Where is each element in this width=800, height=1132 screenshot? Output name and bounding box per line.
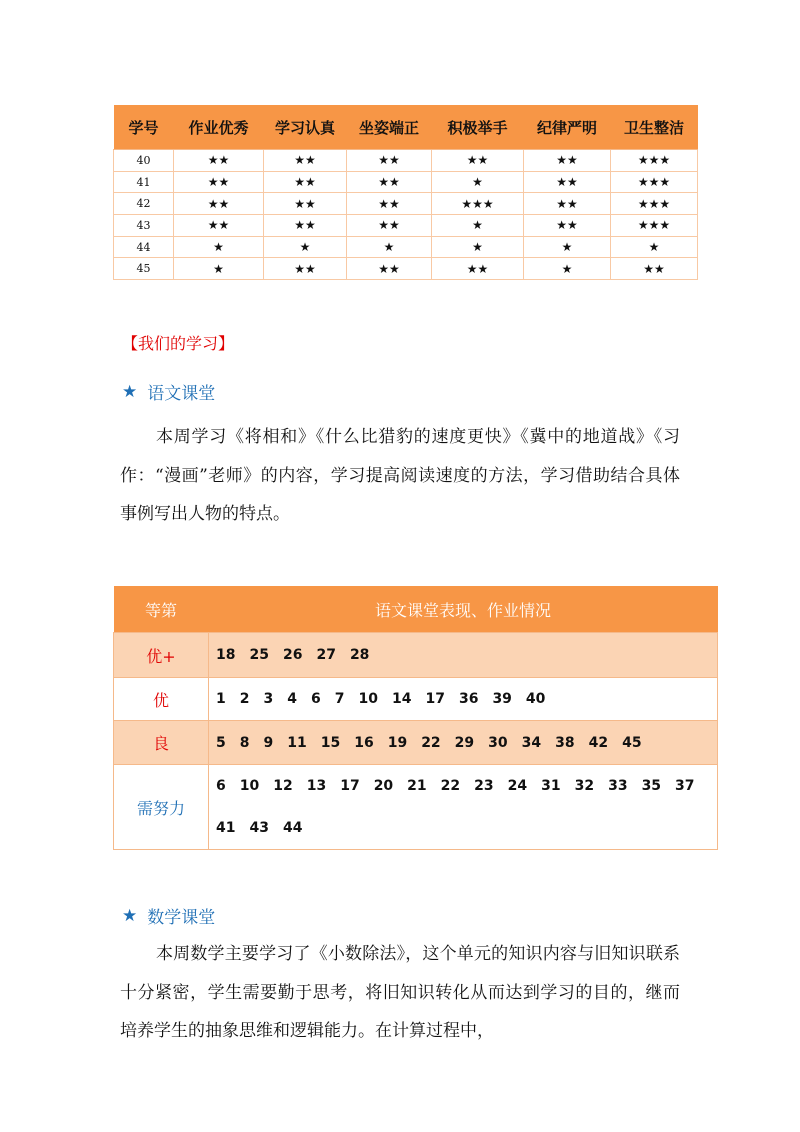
student-number: 26 — [282, 647, 303, 663]
student-number: 8 — [239, 734, 250, 751]
grade-label: 优 — [114, 678, 209, 721]
star-rating-cell: ★ — [432, 236, 524, 258]
student-number: 29 — [454, 734, 475, 751]
student-number: 11 — [287, 734, 307, 751]
student-id-cell: 42 — [114, 193, 174, 215]
student-id-cell: 43 — [114, 215, 174, 237]
star-icon: ★ — [122, 905, 138, 926]
student-number: 2 — [239, 691, 250, 707]
star-rating-cell: ★★★ — [432, 193, 524, 215]
star-rating-cell: ★★ — [524, 171, 611, 193]
student-number: 10 — [358, 691, 378, 707]
section-title: 【我们的学习】 — [122, 334, 235, 353]
student-number: 43 — [249, 820, 269, 836]
student-number: 37 — [675, 778, 695, 794]
star-rating-cell: ★★ — [264, 193, 347, 215]
grade-numbers — [209, 765, 718, 850]
star-rating-cell: ★ — [524, 258, 611, 280]
student-number: 19 — [387, 734, 408, 751]
student-number: 4 — [287, 691, 297, 707]
math-paragraph: 本周数学主要学习了《小数除法》，这个单元的知识内容与旧知识联系十分紧密，学生需要勤于思考，将旧知识转化从而达到学习的目的，继而培养学生的抽象思维和逻辑能力。在计算过程中， — [120, 944, 680, 1041]
student-number: 13 — [306, 778, 327, 794]
star-rating-cell: ★★ — [432, 258, 524, 280]
student-number: 15 — [320, 734, 341, 751]
grade-header-description: 语文课堂表现、作业情况 — [209, 586, 718, 633]
student-id-cell: 45 — [114, 258, 174, 280]
star-rating-cell: ★★ — [264, 258, 347, 280]
student-number: 23 — [474, 778, 494, 794]
star-rating-cell: ★★ — [174, 193, 264, 215]
grade-row-excellent — [114, 678, 718, 721]
star-rating-cell: ★ — [432, 215, 524, 237]
student-number: 30 — [488, 734, 508, 751]
header-student-id: 学号 — [114, 105, 174, 150]
student-number: 18 — [216, 647, 236, 663]
star-rating-cell: ★★ — [174, 215, 264, 237]
header-discipline: 纪律严明 — [524, 105, 611, 150]
header-homework: 作业优秀 — [174, 105, 264, 150]
star-rating-cell: ★★ — [347, 150, 432, 172]
grade-numbers — [209, 721, 718, 765]
student-number: 38 — [555, 734, 575, 751]
grade-label: 良 — [114, 721, 209, 765]
student-number: 39 — [492, 691, 512, 707]
student-number: 24 — [507, 778, 528, 794]
student-number: 22 — [440, 778, 461, 794]
star-rating-cell: ★★ — [347, 258, 432, 280]
grade-numbers — [209, 678, 718, 721]
student-number: 5 — [216, 734, 226, 751]
star-rating-cell: ★ — [611, 236, 698, 258]
student-number: 21 — [407, 778, 427, 794]
student-number: 22 — [421, 734, 441, 751]
student-number: 17 — [340, 778, 360, 794]
grade-row-needs-effort — [114, 765, 718, 850]
student-number: 27 — [316, 647, 336, 663]
student-number: 12 — [273, 778, 293, 794]
star-rating-cell: ★★ — [174, 171, 264, 193]
star-rating-cell: ★★ — [264, 150, 347, 172]
star-rating-cell: ★★★ — [611, 171, 698, 193]
star-icon: ★ — [122, 381, 138, 402]
student-number: 33 — [608, 778, 628, 794]
star-table-row — [114, 215, 698, 237]
student-id-cell: 41 — [114, 171, 174, 193]
grade-table — [113, 586, 718, 850]
student-number: 42 — [588, 734, 609, 751]
math-heading — [122, 903, 215, 928]
student-number: 10 — [239, 778, 260, 794]
student-number: 16 — [354, 734, 374, 751]
star-rating-cell: ★ — [174, 236, 264, 258]
header-study: 学习认真 — [264, 105, 347, 150]
star-rating-cell: ★★★ — [611, 215, 698, 237]
star-table-row — [114, 236, 698, 258]
student-id-cell: 40 — [114, 150, 174, 172]
star-rating-cell: ★ — [174, 258, 264, 280]
header-participation: 积极举手 — [432, 105, 524, 150]
student-number: 41 — [216, 820, 236, 836]
star-rating-cell: ★ — [432, 171, 524, 193]
student-number: 6 — [216, 778, 226, 794]
star-table-row — [114, 150, 698, 172]
star-table-header-row — [114, 105, 698, 150]
star-rating-cell: ★★ — [611, 258, 698, 280]
student-number: 34 — [521, 734, 542, 751]
student-number: 44 — [282, 820, 303, 836]
grade-label: 需努力 — [114, 765, 209, 850]
star-rating-cell: ★★ — [264, 171, 347, 193]
student-number: 7 — [334, 691, 345, 707]
star-evaluation-table — [113, 105, 698, 280]
student-number: 3 — [263, 691, 274, 707]
star-rating-cell: ★ — [524, 236, 611, 258]
chinese-paragraph: 本周学习《将相和》《什么比猎豹的速度更快》《冀中的地道战》《习作：“漫画”老师》的内容，学习提高阅读速度的方法，学习借助结合具体事例写出人物的特点。 — [120, 427, 680, 524]
grade-label: 优+ — [114, 633, 209, 678]
student-number: 9 — [263, 734, 274, 751]
star-rating-cell: ★★ — [524, 193, 611, 215]
student-number: 31 — [541, 778, 561, 794]
math-heading-text: 数学课堂 — [147, 908, 216, 928]
student-number: 25 — [249, 647, 269, 663]
grade-table-header-row — [114, 586, 718, 633]
star-rating-cell: ★★ — [347, 215, 432, 237]
student-number: 14 — [391, 691, 412, 707]
star-rating-cell: ★★★ — [611, 150, 698, 172]
student-number: 6 — [311, 691, 321, 707]
grade-numbers — [209, 633, 718, 678]
star-rating-cell: ★★ — [347, 171, 432, 193]
chinese-heading-text: 语文课堂 — [147, 384, 216, 404]
star-rating-cell: ★ — [264, 236, 347, 258]
star-rating-cell: ★★ — [347, 193, 432, 215]
star-table-body — [114, 150, 698, 280]
student-number: 40 — [525, 691, 546, 707]
student-number: 20 — [373, 778, 394, 794]
student-number: 17 — [425, 691, 445, 707]
star-rating-cell: ★★★ — [611, 193, 698, 215]
grade-row-excellent-plus — [114, 633, 718, 678]
chinese-heading — [122, 379, 215, 404]
star-rating-cell: ★★ — [264, 215, 347, 237]
star-table-row — [114, 193, 698, 215]
star-rating-cell: ★★ — [432, 150, 524, 172]
student-number: 28 — [349, 647, 370, 663]
star-rating-cell: ★ — [347, 236, 432, 258]
student-id-cell: 44 — [114, 236, 174, 258]
grade-header-level: 等第 — [114, 586, 209, 633]
student-number: 32 — [574, 778, 595, 794]
student-number: 36 — [458, 691, 479, 707]
star-rating-cell: ★★ — [174, 150, 264, 172]
student-number: 35 — [641, 778, 662, 794]
student-number: 1 — [216, 691, 226, 707]
header-hygiene: 卫生整洁 — [611, 105, 698, 150]
star-table-row — [114, 171, 698, 193]
star-rating-cell: ★★ — [524, 215, 611, 237]
star-rating-cell: ★★ — [524, 150, 611, 172]
star-table-row — [114, 258, 698, 280]
student-number: 45 — [622, 734, 642, 751]
grade-row-good — [114, 721, 718, 765]
header-posture: 坐姿端正 — [347, 105, 432, 150]
